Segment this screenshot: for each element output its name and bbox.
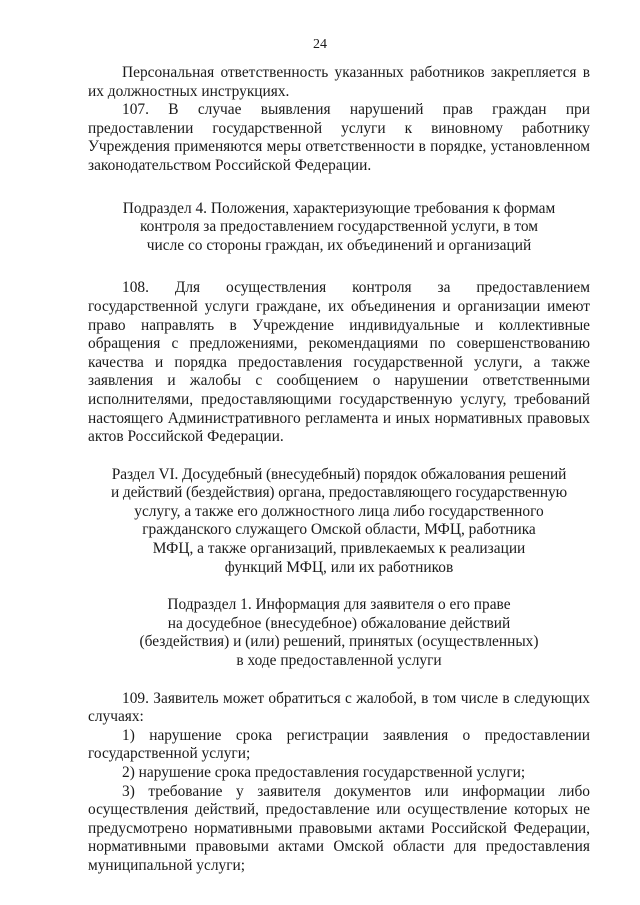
list-item-1: 1) нарушение срока регистрации заявления о предоставлении государственной услуги; xyxy=(88,726,590,763)
heading-line: и действий (бездействия) органа, предоставляющего государственную xyxy=(111,484,567,502)
list-item-2: 2) нарушение срока предоставления государственной услуги; xyxy=(122,764,526,781)
paragraph-responsibility: Персональная ответственность указанных работников закрепляется в их должностных инструкциях. xyxy=(88,64,590,100)
paragraph-107: 107. В случае выявления нарушений прав граждан при предоставлении государственной услуги к виновному работнику Учреждения применяются меры ответственности в порядке, установленном законодательством Российской Федерации. xyxy=(88,101,590,174)
heading-line: функций МФЦ, или их работников xyxy=(224,558,454,576)
heading-line: в ходе предоставленной услуги xyxy=(236,652,442,670)
page-number: 24 xyxy=(313,37,327,52)
subsection-1-heading xyxy=(88,596,590,670)
heading-line: числе со стороны граждан, их объединений и организаций xyxy=(146,236,532,254)
paragraph-108: 108. Для осуществления контроля за предоставлением государственной услуги граждане, их объединения и организации имеют право направлять в Учреждение индивидуальные и коллективные обращения с предложениями, рекомендациями по совершенствованию качества и порядка предоставления государственной услуги, а также заявления и жалобы с сообщением о нарушении ответственными исполнителями, предоставляющими государственную услугу, требований настоящего Административного регламента и иных нормативных правовых актов Российской Федерации. xyxy=(88,279,590,446)
heading-line: Подраздел 1. Информация для заявителя о его праве xyxy=(167,596,511,614)
heading-line: гражданского служащего Омской области, МФЦ, работника xyxy=(142,521,536,539)
heading-line: на досудебное (внесудебное) обжалование действий xyxy=(167,614,511,632)
heading-line: Раздел VI. Досудебный (внесудебный) порядок обжалования решений xyxy=(111,465,567,483)
subsection-4-heading xyxy=(88,200,590,256)
list-item-3: 3) требование у заявителя документов или информации либо осуществления действий, предоставление или осуществление которых не предусмотрено нормативными правовыми актами Российской Федерации, нормативными правовыми актами Омской области для предоставления муниципальной услуги; xyxy=(88,782,590,874)
heading-line: МФЦ, а также организаций, привлекаемых к реализации xyxy=(152,540,526,558)
heading-line: Подраздел 4. Положения, характеризующие требования к формам xyxy=(122,199,556,217)
document-body xyxy=(88,64,590,876)
section-6-heading xyxy=(88,466,590,578)
paragraph-109: 109. Заявитель может обратиться с жалобой, в том числе в следующих случаях: xyxy=(88,689,590,726)
heading-line: контроля за предоставлением государственной услуги, в том xyxy=(139,218,539,236)
heading-line: (бездействия) и (или) решений, принятых (осуществленных) xyxy=(139,633,539,651)
heading-line: услугу, а также его должностного лица либо государственного xyxy=(134,502,544,520)
